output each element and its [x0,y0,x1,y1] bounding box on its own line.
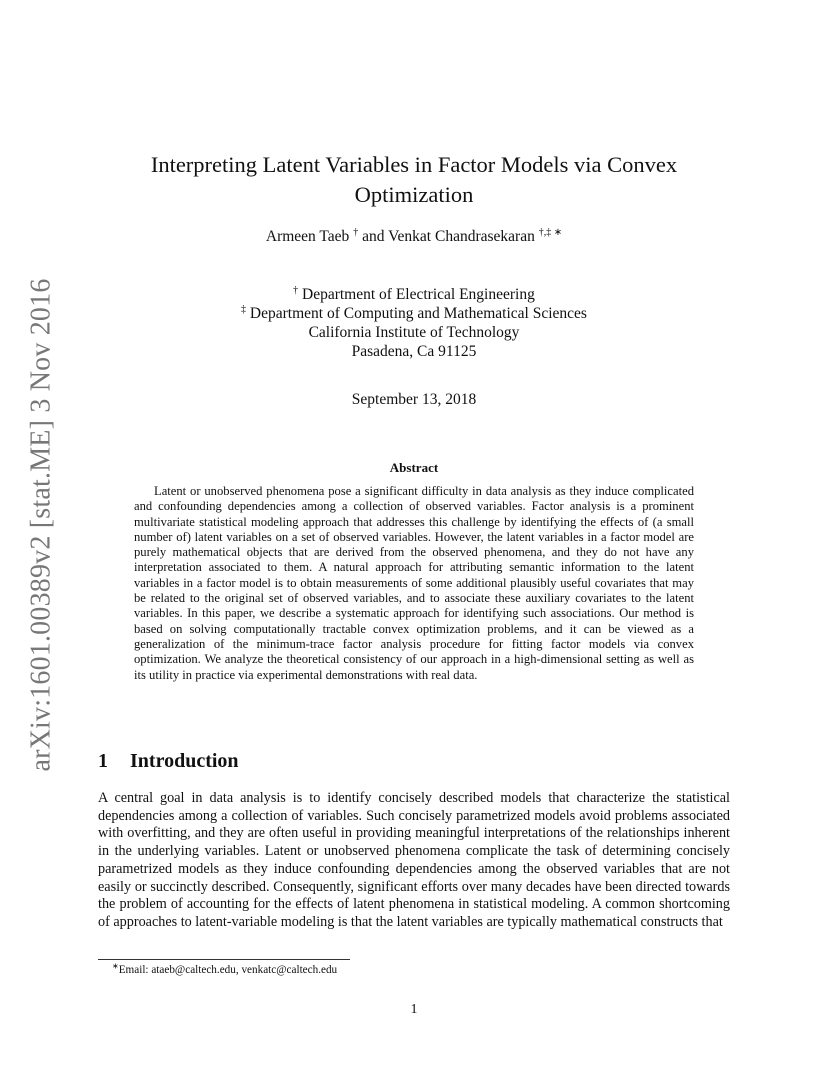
abstract-heading: Abstract [389,460,439,475]
abstract-body: Latent or unobserved phenomena pose a significant difficulty in data analysis as they induce complicated and confounding dependencies among a collection of observed variables. Factor analysis is a prominent multivariate statistical modeling approach that addresses this challenge by identifying the effects of (a small number of) latent variables on a set of observed variables. However, the latent variables in a factor model are purely mathematical objects that are derived from the observed phenomena, and they do not have any interpretation associated to them. A natural approach for attributing semantic information to the latent variables in a factor model is to obtain measurements of some additional plausibly useful covariates that may be related to the original set of observed variables, and to associate these auxiliary covariates to the latent variables. In this paper, we describe a systematic approach for identifying such associations. Our method is based on solving computationally tractable convex optimization problems, and it can be viewed as a generalization of the minimum-trace factor analysis procedure for fitting factor models via convex optimization. We analyze the theoretical consistency of our approach in a high-dimensional setting as well as its utility in practice via experimental demonstrations with real data. [134,484,694,682]
affiliation-text: California Institute of Technology [308,324,520,341]
affiliation-line [100,342,728,361]
arxiv-identifier: arXiv:1601.00389v2 [stat.ME] 3 Nov 2016 [26,278,57,772]
affiliation-line [100,304,728,323]
title-line-1: Interpreting Latent Variables in Factor Models via Convex [150,152,678,177]
introduction-body: A central goal in data analysis is to identify concisely described models that characterize the statistical dependencies among a collection of variables. Such concisely parametrized models avoid problems associated with overfitting, and they are often useful in providing meaningful interpretations of the relationships inherent in the underlying variables. Latent or unobserved phenomena complicate the task of determining concisely parametrized models as they induce confounding dependencies among the observed variables that are not easily or succinctly described. Consequently, significant efforts over many decades have been directed towards the problem of accounting for the effects of latent phenomena in statistical modeling. A common shortcoming of approaches to latent-variable modeling is that the latent variables are typically mathematical constructs that [98,790,730,930]
author-1: Armeen Taeb [265,228,350,245]
affiliation-text: Department of Computing and Mathematical Sciences [249,305,587,322]
author-2-marks: †,‡ ∗ [538,226,563,238]
section-title: Introduction [130,750,239,772]
affiliation-mark: ‡ [241,303,247,315]
author-list [100,227,728,247]
paper-title [100,150,728,210]
paper-date: September 13, 2018 [351,391,477,408]
footnote-mark: ∗ [112,961,119,971]
affiliation-line [100,323,728,342]
section-number: 1 [98,750,108,772]
page-number: 1 [410,1002,418,1017]
footnote-rule [98,959,350,960]
affiliations [100,285,728,361]
author-conjunction: and [362,228,385,245]
author-1-mark: † [353,226,359,238]
affiliation-line [100,285,728,304]
affiliation-text: Pasadena, Ca 91125 [351,343,477,360]
title-line-2: Optimization [354,182,474,207]
author-2: Venkat Chandrasekaran [388,228,535,245]
section-heading [98,750,728,773]
affiliation-text: Department of Electrical Engineering [302,286,535,303]
arxiv-sidebar [22,280,62,770]
affiliation-mark: † [293,284,299,296]
footnote-text: Email: ataeb@caltech.edu, venkatc@caltech.edu [118,964,338,976]
footnote [112,963,712,977]
